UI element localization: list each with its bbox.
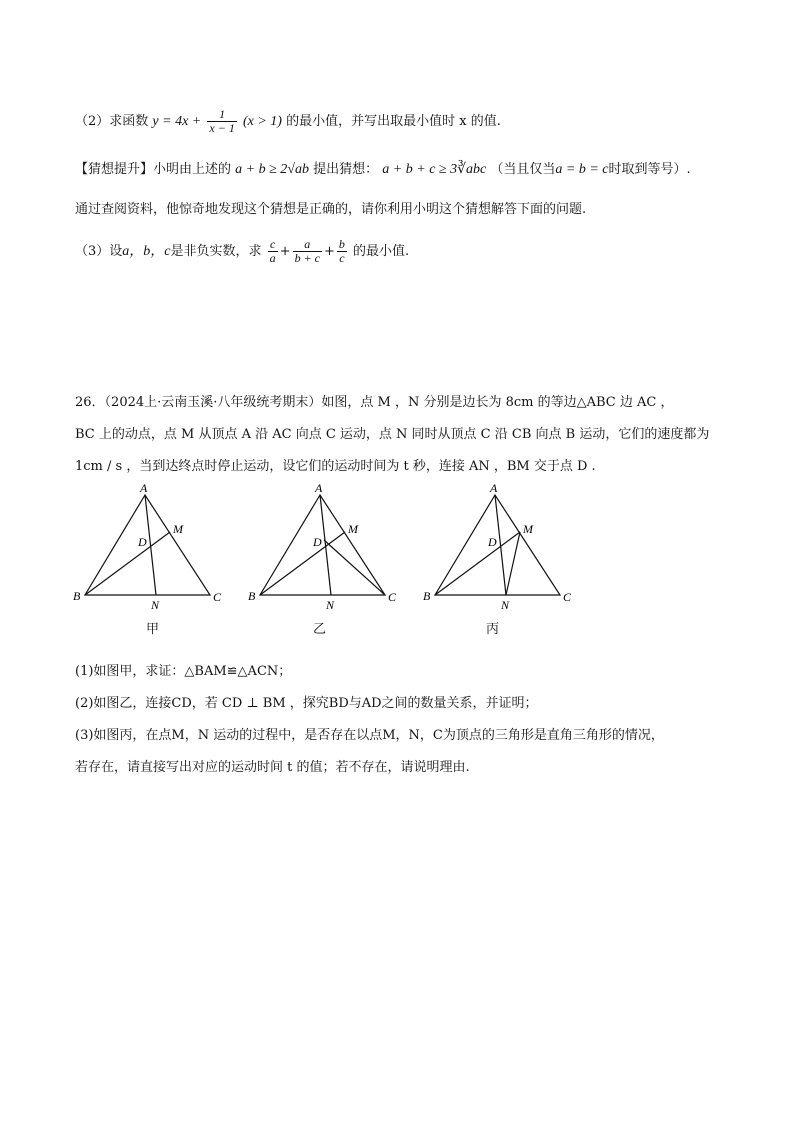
- q3-f2-den: b + c: [294, 251, 320, 265]
- sub-question-1: (1)如图甲，求证：△BAM≌△ACN；: [75, 664, 292, 679]
- guess-t4: 时取到等号）.: [608, 162, 691, 177]
- label-a: A: [315, 481, 323, 495]
- problem-26-line-2: BC 上的动点，点 M 从顶点 A 沿 AC 向点 C 运动，点 N 同时从顶点 C 沿 CB 向点 B 运动，它们的速度都为: [75, 427, 710, 442]
- q3-f3-den: c: [339, 251, 345, 265]
- triangle-abc: [260, 495, 385, 595]
- figure-yi-diagram: [245, 480, 405, 610]
- sub-question-3-line-2: 若存在，请直接写出对应的运动时间 t 的值；若不存在，请说明理由.: [75, 760, 470, 775]
- q3-frac-1: [268, 238, 278, 265]
- caption-yi: 乙: [313, 622, 327, 637]
- label-d: D: [313, 535, 322, 549]
- label-c: C: [213, 590, 222, 604]
- label-b: B: [73, 589, 81, 603]
- label-a: A: [140, 481, 148, 495]
- guess-t3: （当且仅当: [490, 162, 556, 177]
- guess-line: [75, 160, 691, 180]
- label-d: D: [138, 535, 147, 549]
- q2-frac-num: 1: [207, 108, 236, 122]
- label-a: A: [490, 481, 498, 495]
- q3-f1-den: a: [269, 251, 276, 265]
- q2-condition: (x > 1): [242, 114, 282, 129]
- figure-jia-diagram: [70, 480, 230, 610]
- question-3: （3）设a，b，c是非负实数，求 $\frac{c}{a}$ + $\frac{a}{b + c}$ + $\frac{b}{c}$ 的最小值.: [75, 237, 410, 265]
- label-c: C: [563, 590, 572, 604]
- q3-prefix: （3）设: [75, 244, 123, 259]
- guess-line-2: 通过查阅资料，他惊奇地发现这个猜想是正确的，请你利用小明这个猜想解答下面的问题.: [75, 202, 587, 217]
- label-d: D: [488, 535, 497, 549]
- label-n: N: [326, 598, 335, 610]
- caption-bing: 丙: [486, 622, 500, 637]
- label-m: M: [173, 522, 183, 536]
- problem-26-line-3: 1cm / s ，当到达终点时停止运动，设它们的运动时间为 t 秒，连接 AN ，BM 交于点 D .: [75, 459, 596, 474]
- figure-jia: [70, 480, 230, 630]
- label-b: B: [423, 589, 431, 603]
- label-n: N: [501, 598, 510, 610]
- guess-eq: a = b = c: [555, 162, 609, 177]
- question-2: [75, 108, 501, 135]
- figure-bing: [420, 480, 580, 630]
- label-m: M: [348, 522, 358, 536]
- label-m: M: [523, 522, 533, 536]
- q2-fraction: [207, 108, 236, 135]
- figure-bing-diagram: [420, 480, 580, 610]
- figure-yi: [245, 480, 405, 630]
- label-b: B: [248, 589, 256, 603]
- q3-f3-num: b: [338, 237, 345, 251]
- q3-mid: 是非负实数，求: [170, 244, 262, 259]
- guess-ineq2: a + b + c ≥ 3∛abc: [382, 162, 487, 177]
- sub-question-2: (2)如图乙，连接CD，若 CD ⊥ BM ，探究BD与AD之间的数量关系，并证明；: [75, 696, 538, 711]
- segment-bm: [260, 532, 345, 595]
- guess-t1: 小明由上述的: [153, 162, 232, 177]
- segment-bm: [435, 532, 520, 595]
- q3-vars: a，b，c: [122, 244, 171, 259]
- q2-frac-den: x − 1: [209, 121, 235, 135]
- label-n: N: [151, 598, 160, 610]
- q3-suffix: 的最小值.: [353, 244, 410, 259]
- q2-prefix: （2）求函数: [75, 114, 149, 129]
- q3-f1-num: c: [268, 238, 278, 252]
- q2-function: y = 4x +: [152, 114, 202, 129]
- guess-t2: 提出猜想：: [313, 162, 379, 177]
- triangle-abc: [85, 495, 210, 595]
- problem-26-line-1: 26．（2024上·云南玉溪·八年级统考期末）如图，点 M ，N 分别是边长为 8cm 的等边△ABC 边 AC ，: [75, 395, 674, 410]
- q2-suffix: 的最小值，并写出取最小值时 x 的值.: [286, 114, 501, 129]
- q3-f2-num: a: [293, 238, 322, 252]
- guess-ineq1: a + b ≥ 2√ab: [235, 162, 309, 177]
- segment-bm: [85, 532, 170, 595]
- q3-frac-2: [293, 238, 322, 265]
- guess-tag: 【猜想提升】: [75, 162, 154, 177]
- caption-jia: 甲: [146, 622, 160, 637]
- sub-question-3-line-1: (3)如图丙，在点M，N 运动的过程中，是否存在以点M，N，C为顶点的三角形是直角三角形的情况，: [75, 728, 664, 743]
- triangle-abc: [435, 495, 560, 595]
- label-c: C: [388, 590, 397, 604]
- q3-frac-3: [337, 238, 347, 265]
